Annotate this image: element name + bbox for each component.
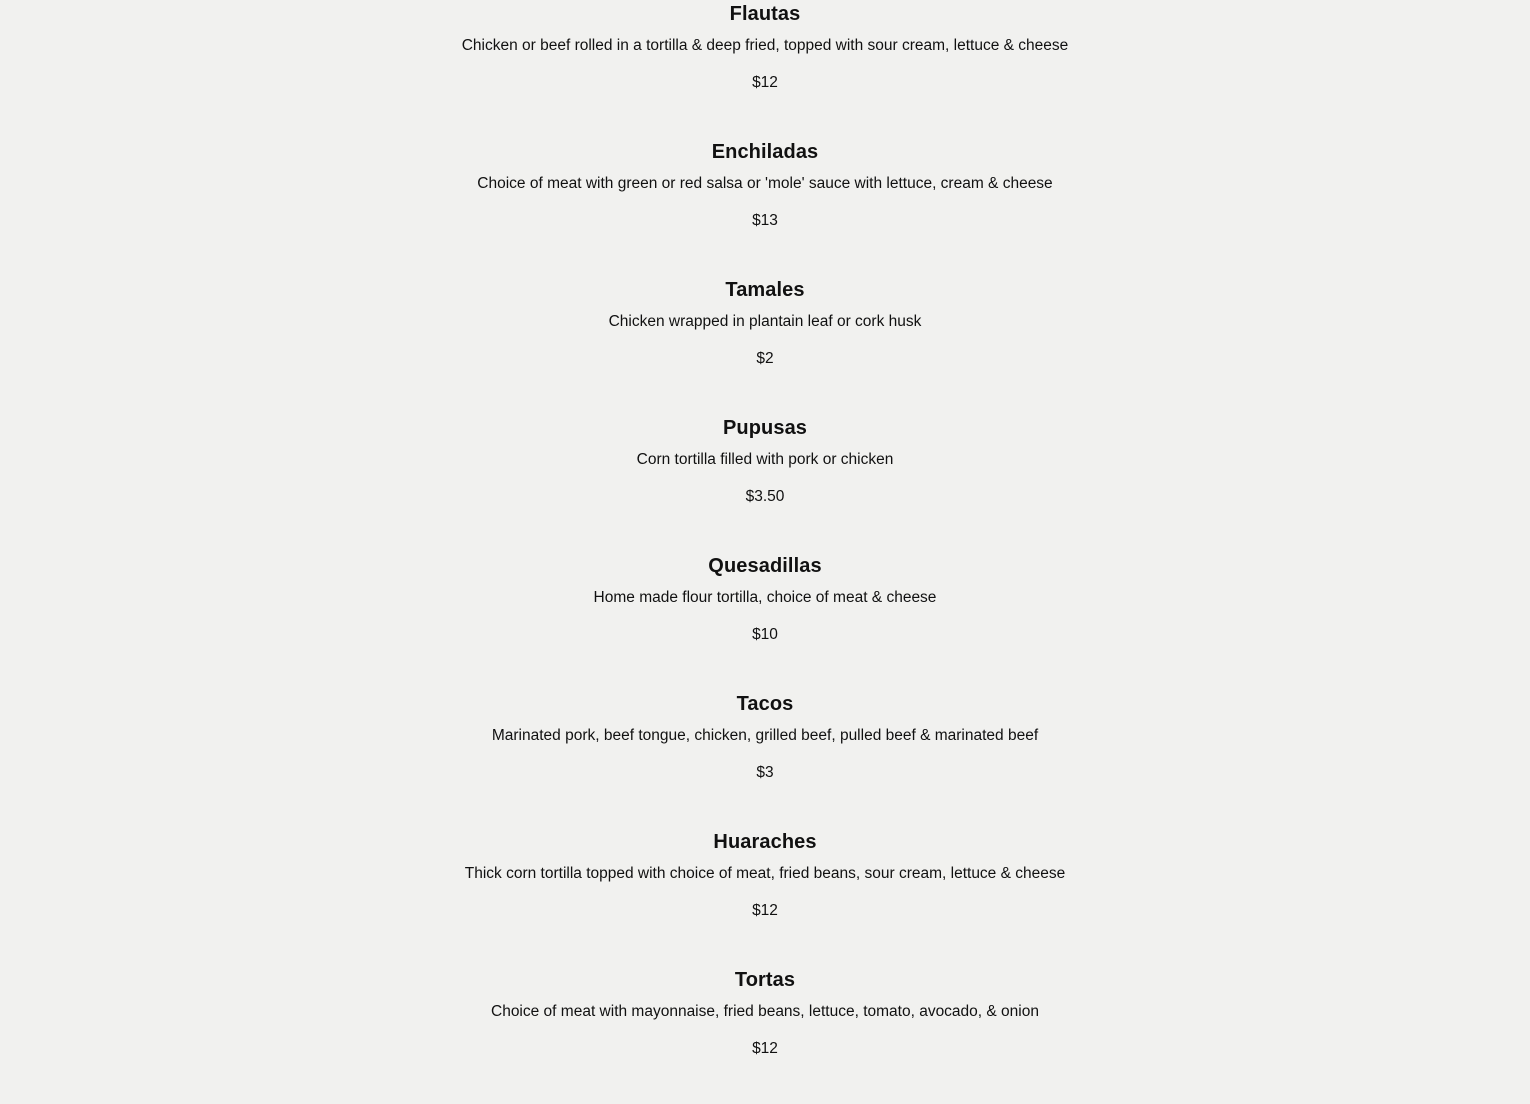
- menu-item-price: $10: [752, 626, 778, 643]
- menu-item-description: Choice of meat with green or red salsa or 'mole' sauce with lettuce, cream & cheese: [477, 175, 1053, 192]
- menu-item-price: $12: [752, 902, 778, 919]
- menu-item-price: $3: [756, 764, 774, 781]
- menu-item-title: Pupusas: [722, 417, 808, 439]
- menu-item-price: $12: [752, 1040, 778, 1057]
- menu-item-title: Enchiladas: [711, 141, 819, 163]
- menu-item-description: Chicken wrapped in plantain leaf or cork husk: [608, 313, 922, 330]
- menu-item-price: $2: [756, 350, 774, 367]
- menu-item-title: Flautas: [729, 3, 801, 25]
- menu-item-title: Tortas: [734, 969, 796, 991]
- menu-item-price: $13: [752, 212, 778, 229]
- menu-item-enchiladas: [0, 138, 1530, 276]
- menu-item-description: Marinated pork, beef tongue, chicken, grilled beef, pulled beef & marinated beef: [491, 727, 1039, 744]
- menu-item-tortas: [0, 966, 1530, 1104]
- menu-item-pupusas: [0, 414, 1530, 552]
- menu-item-huaraches: [0, 828, 1530, 966]
- menu-item-description: Chicken or beef rolled in a tortilla & deep fried, topped with sour cream, lettuce & cheese: [461, 37, 1069, 54]
- menu-item-description: Thick corn tortilla topped with choice of meat, fried beans, sour cream, lettuce & cheese: [464, 865, 1066, 882]
- menu-item-title: Huaraches: [713, 831, 817, 853]
- menu-item-description: Home made flour tortilla, choice of meat & cheese: [593, 589, 937, 606]
- menu-item-description: Corn tortilla filled with pork or chicken: [636, 451, 894, 468]
- menu-item-price: $3.50: [745, 488, 785, 505]
- menu-item-tamales: [0, 276, 1530, 414]
- menu-item-title: Tacos: [736, 693, 794, 715]
- menu-item-quesadillas: [0, 552, 1530, 690]
- menu-item-price: $12: [752, 74, 778, 91]
- menu-item-tacos: [0, 690, 1530, 828]
- menu-item-title: Quesadillas: [708, 555, 822, 577]
- menu-item-flautas: [0, 0, 1530, 138]
- menu-item-description: Choice of meat with mayonnaise, fried beans, lettuce, tomato, avocado, & onion: [491, 1003, 1039, 1020]
- menu-item-title: Tamales: [725, 279, 805, 301]
